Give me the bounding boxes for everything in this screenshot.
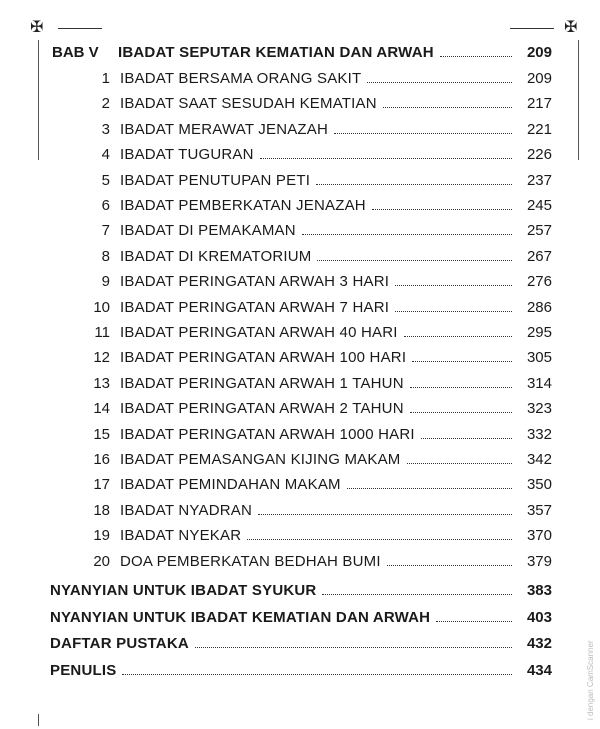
toc-entry[interactable] [52, 426, 552, 452]
entry-title: IBADAT PERINGATAN ARWAH 1 TAHUN [120, 374, 404, 392]
entry-title: IBADAT MERAWAT JENAZAH [120, 120, 329, 138]
dot-leader [322, 594, 512, 595]
toc-entry[interactable] [52, 70, 552, 96]
header-rule-left [58, 28, 102, 29]
page-number: 209 [526, 70, 552, 87]
page-number: 267 [526, 247, 552, 265]
back-matter-entry[interactable] [50, 582, 552, 608]
page-number: 350 [526, 476, 552, 494]
dot-leader [395, 311, 512, 312]
dot-leader [347, 488, 512, 489]
entry-title: IBADAT NYADRAN [120, 501, 252, 519]
entry-title: DAFTAR PUSTAKA [50, 635, 189, 652]
dot-leader [407, 463, 513, 464]
page-number: 383 [526, 582, 552, 599]
page-number: 305 [526, 349, 552, 367]
entry-title: IBADAT PENUTUPAN PETI [120, 171, 311, 189]
entry-title: IBADAT PERINGATAN ARWAH 1000 HARI [120, 425, 415, 443]
entry-title: IBADAT PERINGATAN ARWAH 40 HARI [120, 324, 398, 341]
dot-leader [372, 209, 512, 210]
toc-entry[interactable] [52, 451, 552, 477]
entry-title: IBADAT DI KREMATORIUM [120, 247, 312, 265]
toc-entry[interactable] [52, 95, 552, 121]
header-rule-right [510, 28, 554, 29]
dot-leader [412, 361, 512, 362]
toc-entry[interactable] [52, 476, 552, 502]
dot-leader [334, 133, 512, 134]
toc-entry[interactable] [52, 299, 552, 325]
toc-entry[interactable] [52, 527, 552, 553]
entry-number: 5 [101, 171, 110, 189]
page-number: 357 [526, 501, 552, 519]
toc-entry[interactable] [52, 349, 552, 375]
entry-title: PENULIS [50, 661, 117, 679]
page-number: 209 [526, 44, 552, 61]
page-number: 434 [526, 661, 552, 679]
margin-line-left [38, 40, 39, 160]
entry-number: 20 [93, 552, 110, 570]
dot-leader [410, 387, 512, 388]
entry-number: 6 [101, 197, 110, 214]
chapter-label: BAB V [52, 44, 99, 61]
page-number: 432 [526, 635, 552, 652]
entry-title: NYANYIAN UNTUK IBADAT KEMATIAN DAN ARWAH [50, 608, 431, 626]
entry-title: DOA PEMBERKATAN BEDHAH BUMI [120, 552, 381, 570]
margin-line-right [578, 40, 579, 160]
dot-leader [387, 565, 512, 566]
scanner-watermark: i dengan CamScanner [586, 640, 595, 720]
entry-title: IBADAT PERINGATAN ARWAH 2 TAHUN [120, 400, 404, 418]
toc-entry[interactable] [52, 197, 552, 223]
dot-leader [440, 56, 512, 57]
entry-number: 11 [94, 324, 110, 341]
entry-number: 2 [101, 95, 110, 113]
entry-title: NYANYIAN UNTUK IBADAT SYUKUR [50, 582, 317, 599]
entry-title: IBADAT BERSAMA ORANG SAKIT [120, 70, 362, 87]
toc-entry[interactable] [52, 146, 552, 172]
dot-leader [195, 647, 512, 648]
entry-number: 9 [101, 273, 110, 291]
page-number: 221 [526, 120, 552, 138]
dot-leader [395, 285, 512, 286]
toc-entry[interactable] [52, 324, 552, 350]
entry-number: 10 [93, 298, 110, 316]
page-number: 276 [526, 273, 552, 291]
entry-number: 17 [93, 476, 110, 494]
toc-entry[interactable] [52, 222, 552, 248]
entry-number: 16 [93, 451, 110, 468]
dot-leader [421, 438, 512, 439]
dot-leader [316, 184, 512, 185]
dot-leader [436, 621, 512, 622]
page-number: 370 [526, 527, 552, 545]
toc-entry[interactable] [52, 248, 552, 274]
back-matter-entry[interactable] [50, 662, 552, 688]
dot-leader [122, 674, 512, 675]
margin-line-bottom [38, 714, 39, 726]
maltese-cross-icon: ✠ [564, 19, 578, 36]
page-number: 332 [526, 425, 552, 443]
entry-title: IBADAT PEMASANGAN KIJING MAKAM [120, 451, 401, 468]
page-number: 314 [526, 374, 552, 392]
dot-leader [410, 412, 512, 413]
entry-number: 13 [93, 374, 110, 392]
entry-number: 15 [93, 425, 110, 443]
entry-title: IBADAT SAAT SESUDAH KEMATIAN [120, 95, 377, 113]
entry-title: IBADAT TUGURAN [120, 146, 254, 164]
entry-title: IBADAT PEMBERKATAN JENAZAH [120, 197, 366, 214]
entry-title: IBADAT DI PEMAKAMAN [120, 222, 296, 240]
page-number: 217 [526, 95, 552, 113]
entry-title: IBADAT NYEKAR [120, 527, 242, 545]
page-number: 226 [526, 146, 552, 164]
maltese-cross-icon: ✠ [30, 19, 44, 36]
dot-leader [260, 158, 512, 159]
toc-entry[interactable] [52, 553, 552, 579]
page-number: 403 [526, 608, 552, 626]
entry-number: 4 [101, 146, 110, 164]
page-number: 237 [526, 171, 552, 189]
page-number: 323 [526, 400, 552, 418]
dot-leader [258, 514, 512, 515]
entry-number: 7 [101, 222, 110, 240]
back-matter-entry[interactable] [50, 609, 552, 635]
entry-title: IBADAT PERINGATAN ARWAH 100 HARI [120, 349, 407, 367]
page-number: 286 [526, 298, 552, 316]
entry-number: 1 [101, 70, 110, 87]
toc-entry[interactable] [52, 121, 552, 147]
page-number: 295 [526, 324, 552, 341]
chapter-title: IBADAT SEPUTAR KEMATIAN DAN ARWAH [118, 44, 434, 61]
page-number: 257 [526, 222, 552, 240]
toc-entry[interactable] [52, 273, 552, 299]
toc-entry[interactable] [52, 400, 552, 426]
dot-leader [317, 260, 512, 261]
dot-leader [247, 539, 512, 540]
entry-number: 14 [93, 400, 110, 418]
entry-number: 3 [101, 120, 110, 138]
page-number: 342 [526, 451, 552, 468]
page-number: 379 [526, 552, 552, 570]
entry-title: IBADAT PERINGATAN ARWAH 3 HARI [120, 273, 390, 291]
toc-entry[interactable] [52, 375, 552, 401]
dot-leader [404, 336, 512, 337]
chapter-heading[interactable] [52, 44, 552, 70]
page-number: 245 [526, 197, 552, 214]
entry-number: 12 [93, 349, 110, 367]
entry-number: 19 [93, 527, 110, 545]
entry-number: 18 [93, 501, 110, 519]
dot-leader [383, 107, 512, 108]
entry-title: IBADAT PEMINDAHAN MAKAM [120, 476, 341, 494]
toc-entry[interactable] [52, 172, 552, 198]
dot-leader [302, 234, 512, 235]
entry-title: IBADAT PERINGATAN ARWAH 7 HARI [120, 298, 390, 316]
entry-number: 8 [101, 247, 110, 265]
toc-entry[interactable] [52, 502, 552, 528]
back-matter-entry[interactable] [50, 635, 552, 661]
dot-leader [367, 82, 512, 83]
